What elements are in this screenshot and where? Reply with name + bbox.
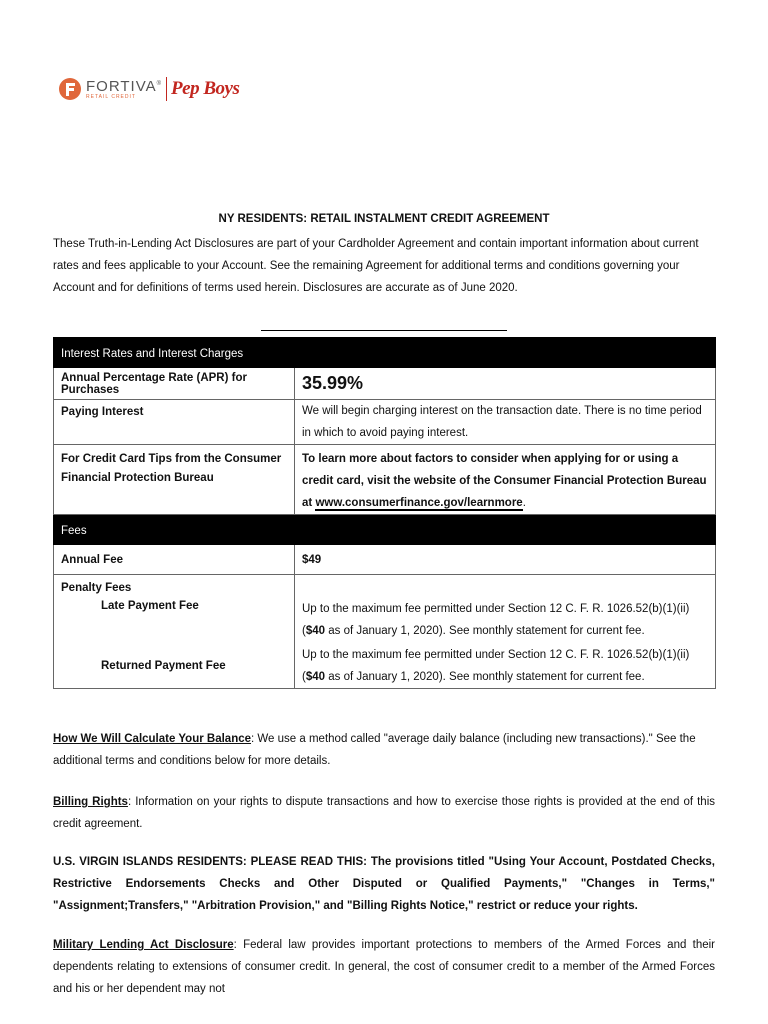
cfpb-tips-cell: To learn more about factors to consider when applying for or using a credit card, visit the website of the Consumer Financial Protection Bureau at www.consumerfinance.gov/learnmore. (295, 445, 716, 515)
late-fee-label: Late Payment Fee (101, 600, 199, 612)
page-title: NY RESIDENTS: RETAIL INSTALMENT CREDIT AGREEMENT (218, 213, 550, 225)
virgin-islands-paragraph: U.S. VIRGIN ISLANDS RESIDENTS: PLEASE READ THIS: The provisions titled "Using Your Account, Postdated Checks, Restrictive Endorsements Checks and Other Disputed or Qualified Payments," "Changes in Terms," "Assignment;Transfers," "Arbitration Provision," and "Billing Rights Notice," restrict or reduce your rights. (53, 856, 715, 912)
penalty-fees-label: Penalty Fees (61, 582, 132, 594)
billing-rights-paragraph: Billing Rights: Information on your rights to dispute transactions and how to exercise those rights is provided at the end of this credit agreement. (53, 796, 715, 830)
late-fee-text: Up to the maximum fee permitted under Section 12 C. F. R. 1026.52(b)(1)(ii) ($40 as of January 1, 2020). See monthly statement for current fee. (302, 603, 690, 637)
section-header-fees: Fees (54, 515, 716, 545)
table-row (54, 400, 716, 445)
penalty-fees-values (295, 575, 716, 689)
returned-fee-label: Returned Payment Fee (101, 660, 226, 672)
apr-value: 35.99% (302, 373, 364, 393)
intro-paragraph: These Truth-in-Lending Act Disclosures are part of your Cardholder Agreement and contain important information about current rates and fees applicable to your Account. See the remaining Agreement for additional terms and conditions governing your Account and for definitions of terms used herein. Disclosures are accurate as of June 2020. (53, 238, 699, 294)
paying-interest-text: We will begin charging interest on the transaction date. There is no time period in which to avoid paying interest. (295, 400, 716, 445)
fortiva-wordmark: FORTIVA® RETAIL CREDIT (86, 77, 163, 100)
cfpb-tips-label: For Credit Card Tips from the Consumer Financial Protection Bureau (54, 445, 295, 515)
balance-heading: How We Will Calculate Your Balance (53, 733, 252, 745)
military-lending-heading: Military Lending Act Disclosure (53, 939, 234, 951)
section-header-interest: Interest Rates and Interest Charges (54, 338, 716, 368)
fortiva-f-icon (58, 77, 82, 101)
apr-label: Annual Percentage Rate (APR) for Purchases (54, 368, 295, 400)
table-row (54, 575, 716, 689)
logo-divider (166, 77, 167, 101)
pepboys-wordmark: Pep Boys (171, 78, 240, 99)
balance-paragraph: How We Will Calculate Your Balance: We use a method called "average daily balance (including new transactions)." See the additional terms and conditions below for more details. (53, 733, 696, 767)
annual-fee-value: $49 (295, 545, 716, 575)
table-row (54, 545, 716, 575)
annual-fee-label: Annual Fee (54, 545, 295, 575)
billing-rights-heading: Billing Rights (53, 796, 128, 808)
military-lending-paragraph: Military Lending Act Disclosure: Federal law provides important protections to members of the Armed Forces and their dependents relating to extensions of consumer credit. In general, the cost of consumer credit to a member of the Armed Forces and his or her dependent may not (53, 939, 715, 995)
returned-fee-text: Up to the maximum fee permitted under Section 12 C. F. R. 1026.52(b)(1)(ii) ($40 as of January 1, 2020). See monthly statement for current fee. (302, 649, 690, 683)
table-row (54, 445, 716, 515)
penalty-fees-cell (54, 575, 295, 689)
logo (58, 74, 239, 104)
cfpb-tips-text: To learn more about factors to consider when applying for or using a credit card, visit the website of the Consumer Financial Protection Bureau at (302, 453, 707, 509)
paying-interest-label: Paying Interest (54, 400, 295, 445)
table-row (54, 368, 716, 400)
divider-line (261, 330, 507, 331)
disclosure-table (53, 337, 716, 689)
cfpb-link[interactable]: www.consumerfinance.gov/learnmore (315, 497, 523, 509)
